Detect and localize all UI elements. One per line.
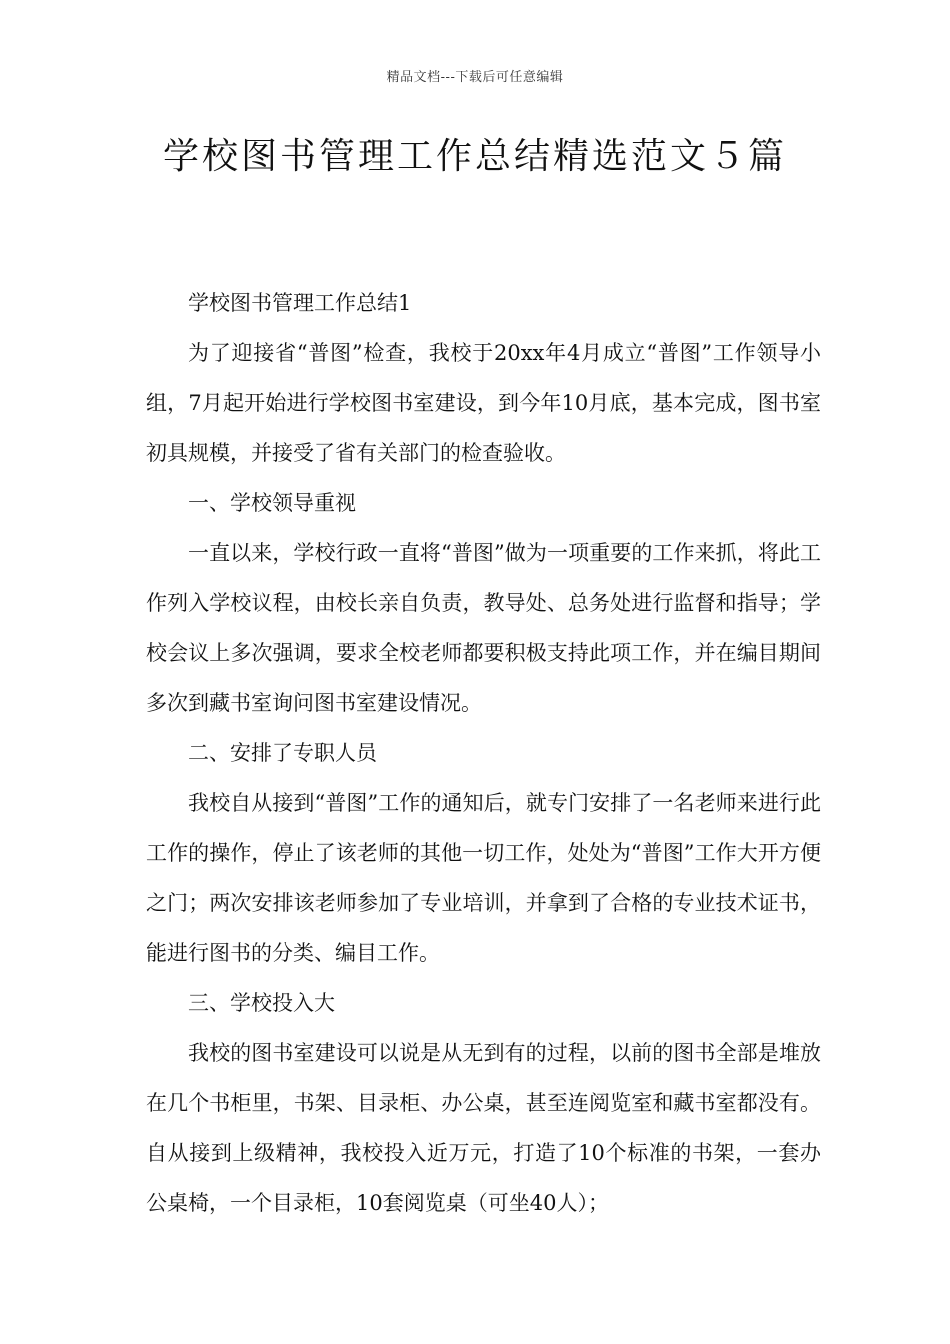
section-heading: 学校图书管理工作总结1 [188, 291, 412, 315]
section-heading: 三、学校投入大 [188, 991, 335, 1015]
section-heading: 二、安排了专职人员 [188, 741, 377, 765]
body-paragraph: 我校自从接到“普图”工作的通知后，就专门安排了一名老师来进行此工作的操作，停止了该老师的其他一切工作，处处为“普图”工作大开方便之门；两次安排该老师参加了专业培训，并拿到了合格的专业技术证书，能进行图书的分类、编目工作。 [146, 791, 821, 965]
section-heading: 一、学校领导重视 [188, 491, 356, 515]
document-body [146, 278, 821, 1228]
document-title: 学校图书管理工作总结精选范文５篇 [162, 136, 787, 177]
body-paragraph: 为了迎接省“普图”检查，我校于20xx年4月成立“普图”工作领导小组，7月起开始进行学校图书室建设，到今年10月底，基本完成，图书室初具规模，并接受了省有关部门的检查验收。 [146, 341, 821, 465]
header-note: 精品文档---下载后可任意编辑 [386, 70, 564, 85]
body-paragraph: 我校的图书室建设可以说是从无到有的过程，以前的图书全部是堆放在几个书柜里，书架、目录柜、办公桌，甚至连阅览室和藏书室都没有。自从接到上级精神，我校投入近万元，打造了10个标准的书架，一套办公桌椅，一个目录柜，10套阅览桌（可坐40人）； [146, 1041, 821, 1215]
body-paragraph: 一直以来，学校行政一直将“普图”做为一项重要的工作来抓，将此工作列入学校议程，由校长亲自负责，教导处、总务处进行监督和指导；学校会议上多次强调，要求全校老师都要积极支持此项工作，并在编目期间多次到藏书室询问图书室建设情况。 [146, 541, 821, 715]
